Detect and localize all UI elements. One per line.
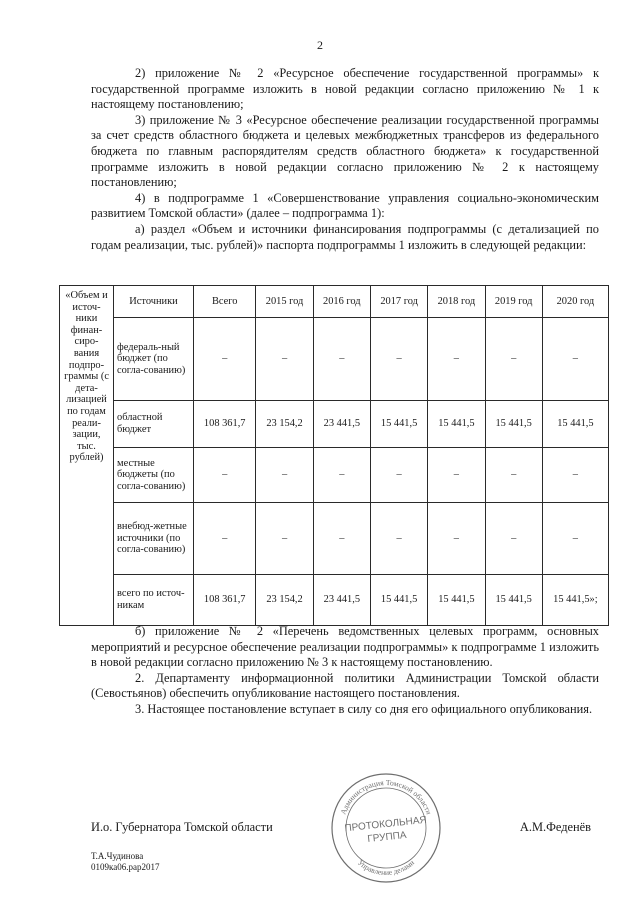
table-source-cell: всего по источ-никам [114,575,194,626]
stamp-line-2: ГРУППА [366,829,408,845]
table-value-cell: 15 441,5»; [542,575,608,626]
paragraph-item-4a: а) раздел «Объем и источники финансирования подпрограммы (с детализацией по годам реализации, тыс. рублей)» паспорта подпрограммы 1 изложить в следующей редакции: [91,221,599,252]
table-value-cell: 15 441,5 [428,401,485,448]
table-value-cell: – [485,503,542,575]
signatory-position: И.о. Губернатора Томской области [91,820,273,834]
stamp-line-1: ПРОТОКОЛЬНАЯ [344,814,428,835]
table-value-cell: 15 441,5 [485,401,542,448]
table-source-cell: областной бюджет [114,401,194,448]
table-value-cell: 15 441,5 [370,401,427,448]
table-value-cell: – [256,503,313,575]
table-value-cell: 23 154,2 [256,401,313,448]
paragraph-item-6: 3. Настоящее постановление вступает в силу со дня его официального опубликования. [135,701,593,716]
table-value-cell: – [194,448,256,503]
funding-table [59,285,609,626]
stamp-ring-text-bottom: Управление делами [355,858,417,878]
table-value-cell: – [313,318,370,401]
table-header-row [60,286,609,318]
table-row [60,575,609,626]
table-value-cell: – [428,448,485,503]
table-header-cell: 2019 год [485,286,542,318]
stamp-seal [330,772,442,884]
table-value-cell: – [370,503,427,575]
table-value-cell: 15 441,5 [542,401,608,448]
stamp-ring-text-top: Администрация Томской области [338,777,434,816]
table-value-cell: – [313,503,370,575]
table-row [60,401,609,448]
table-value-cell: – [542,448,608,503]
paragraph-item-2: 2) приложение № 2 «Ресурсное обеспечение государственной программы» к государственной программе изложить в новой редакции согласно приложению № 1 к настоящему постановлению; [91,66,599,112]
table-value-cell: 108 361,7 [194,401,256,448]
table-source-cell: федераль-ный бюджет (по согла-сованию) [114,318,194,401]
signatory-name: А.М.Феденёв [519,820,591,834]
table-header-cell: 2016 год [313,286,370,318]
table-header-cell: 2018 год [428,286,485,318]
table-value-cell: – [313,448,370,503]
paragraph-item-4: 4) в подпрограмме 1 «Совершенствование управления социально-экономическим развитием Томской области» (далее – подпрограмма 1): [91,190,599,221]
table-row [60,448,609,503]
table-value-cell: 108 361,7 [194,575,256,626]
table-value-cell: – [542,503,608,575]
table-value-cell: – [428,503,485,575]
table-value-cell: – [542,318,608,401]
table-header-cell: Всего [194,286,256,318]
table-header-cell: 2017 год [370,286,427,318]
body-text-top [91,66,599,253]
table-source-cell: внебюд-жетные источники (по согла-сованию) [114,503,194,575]
table-value-cell: – [370,318,427,401]
table-value-cell: – [256,448,313,503]
file-reference: 0109ка06.рар2017 [91,862,160,872]
table-value-cell: – [485,448,542,503]
paragraph-item-4b: б) приложение № 2 «Перечень ведомственных целевых программ, основных мероприятий и ресурсное обеспечение реализации подпрограммы» к подпрограмме 1 изложить в новой редакции согласно приложению № 3 к настоящему постановлению. [91,624,599,670]
table-row [60,503,609,575]
table-value-cell: – [194,503,256,575]
table-value-cell: 15 441,5 [485,575,542,626]
table-value-cell: 23 441,5 [313,575,370,626]
table-header-cell: Источники [114,286,194,318]
table-row [60,318,609,401]
body-text-bottom [91,624,599,718]
executor-name: Т.А.Чудинова [91,851,144,861]
page-number: 2 [317,38,323,52]
executor-block [91,851,159,873]
table-value-cell: – [256,318,313,401]
table-value-cell: 23 441,5 [313,401,370,448]
paragraph-item-3: 3) приложение № 3 «Ресурсное обеспечение реализации государственной программы за счет средств областного бюджета и целевых межбюджетных трансферов из федерального бюджета по главным распорядителям средств областного бюджета» к государственной программе изложить в новой редакции согласно приложению № 2 к настоящему постановлению; [91,112,599,190]
paragraph-item-5: 2. Департаменту информационной политики Администрации Томской области (Севостьянов) обеспечить опубликование настоящего постановления. [91,670,599,701]
table-header-cell: 2015 год [256,286,313,318]
table-row-label: «Объем и источ-ники финан-сиро-вания подпро-граммы (с дета-лизацией по годам реали-зации, тыс. рублей) [60,286,114,626]
table-value-cell: – [428,318,485,401]
table-value-cell: – [370,448,427,503]
table-source-cell: местные бюджеты (по согла-сованию) [114,448,194,503]
table-value-cell: 15 441,5 [370,575,427,626]
table-header-cell: 2020 год [542,286,608,318]
table-value-cell: – [194,318,256,401]
table-value-cell: – [485,318,542,401]
table-value-cell: 23 154,2 [256,575,313,626]
table-value-cell: 15 441,5 [428,575,485,626]
